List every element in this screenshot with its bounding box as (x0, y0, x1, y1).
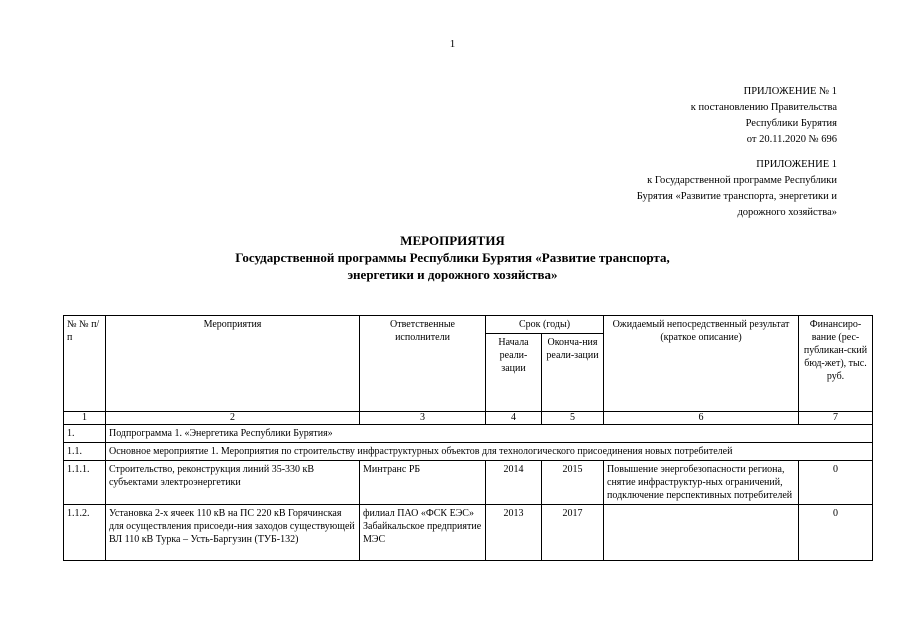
header-measures: Мероприятия (106, 316, 360, 412)
column-number: 7 (799, 412, 873, 425)
document-title (0, 232, 905, 283)
appendix-1-line: от 20.11.2020 № 696 (746, 134, 837, 145)
title-line-2: Государственной программы Республики Бурятия «Развитие транспорта, (235, 250, 670, 265)
row-end: 2017 (542, 505, 604, 561)
row-measure: Установка 2-х ячеек 110 кВ на ПС 220 кВ Горячинская для осуществления присоеди-ния заходов существующей ВЛ 110 кВ Турка – Усть-Баргузин (ТУБ-132) (106, 505, 360, 561)
main-measure-num: 1.1. (64, 443, 106, 461)
subprogram-row (64, 425, 873, 443)
header-end: Оконча-ния реали-зации (542, 334, 604, 412)
column-number: 1 (64, 412, 106, 425)
row-financing: 0 (799, 505, 873, 561)
row-result (604, 505, 799, 561)
column-number-row (64, 412, 873, 425)
appendix-1-line: Республики Бурятия (745, 118, 837, 129)
column-number: 4 (486, 412, 542, 425)
row-num: 1.1.1. (64, 461, 106, 505)
subprogram-title: Подпрограмма 1. «Энергетика Республики Бурятия» (106, 425, 873, 443)
row-measure: Строительство, реконструкция линий 35-330 кВ субъектами электроэнергетики (106, 461, 360, 505)
page-number: 1 (449, 38, 456, 50)
appendix-2-line: к Государственной программе Республики (647, 175, 837, 186)
title-line-1: МЕРОПРИЯТИЯ (400, 233, 505, 248)
header-result: Ожидаемый непосредственный результат (краткое описание) (604, 316, 799, 412)
column-number: 6 (604, 412, 799, 425)
main-measure-row (64, 443, 873, 461)
column-number: 5 (542, 412, 604, 425)
appendix-2-line: ПРИЛОЖЕНИЕ 1 (756, 159, 837, 170)
header-term: Срок (годы) (486, 316, 604, 334)
appendix-2-line: дорожного хозяйства» (737, 207, 837, 218)
table-row (64, 461, 873, 505)
header-num: № № п/п (64, 316, 106, 412)
title-line-3: энергетики и дорожного хозяйства» (347, 267, 558, 282)
appendix-2-line: Бурятия «Развитие транспорта, энергетики и (636, 191, 837, 202)
row-start: 2014 (486, 461, 542, 505)
table-header-row (64, 316, 873, 334)
row-num: 1.1.2. (64, 505, 106, 561)
appendix-1-block (537, 84, 837, 148)
row-financing: 0 (799, 461, 873, 505)
row-end: 2015 (542, 461, 604, 505)
row-responsible: филиал ПАО «ФСК ЕЭС» Забайкальское предприятие МЭС (360, 505, 486, 561)
row-start: 2013 (486, 505, 542, 561)
subprogram-num: 1. (64, 425, 106, 443)
appendix-2-block (537, 157, 837, 221)
column-number: 2 (106, 412, 360, 425)
column-number: 3 (360, 412, 486, 425)
header-financing: Финансиро-вание (рес-публикан-ский бюд-жет), тыс. руб. (799, 316, 873, 412)
appendix-1-line: ПРИЛОЖЕНИЕ № 1 (743, 86, 837, 97)
table-row (64, 505, 873, 561)
row-responsible: Минтранс РБ (360, 461, 486, 505)
appendix-1-line: к постановлению Правительства (690, 102, 837, 113)
row-result: Повышение энергобезопасности региона, снятие инфраструктур-ных ограничений, подключение перспективных потребителей (604, 461, 799, 505)
main-measure-title: Основное мероприятие 1. Мероприятия по строительству инфраструктурных объектов для технологического присоединения новых потребителей (106, 443, 873, 461)
header-start: Начала реали-зации (486, 334, 542, 412)
header-responsible: Ответственные исполнители (360, 316, 486, 412)
measures-table (63, 315, 873, 561)
